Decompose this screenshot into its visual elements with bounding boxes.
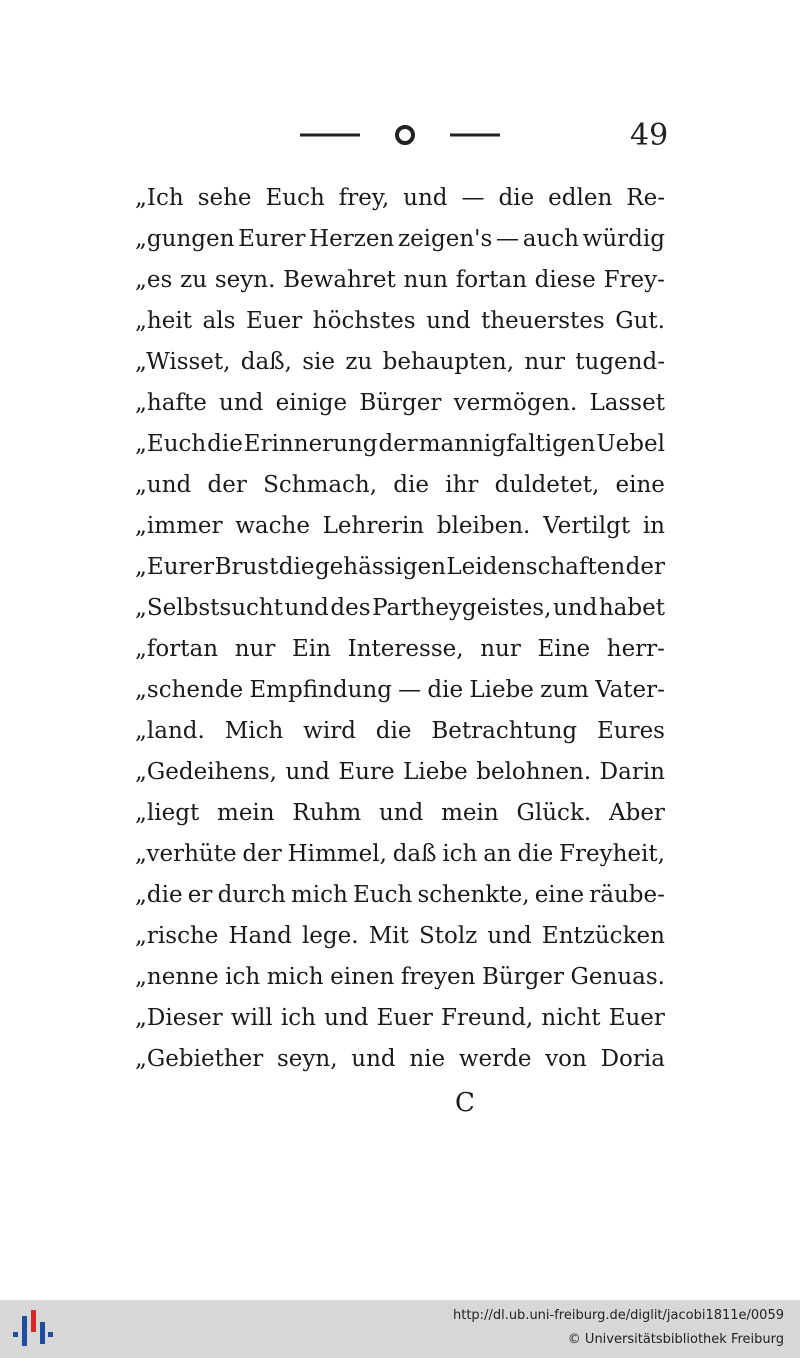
word: Lehrerin — [322, 513, 425, 539]
word: Eures — [596, 718, 665, 744]
word: Vertilgt — [543, 513, 631, 539]
word: wird — [303, 718, 356, 744]
word: Gut. — [615, 308, 665, 334]
word: Mich — [224, 718, 284, 744]
text-line — [135, 916, 665, 957]
word: zum — [540, 677, 589, 703]
word: Ein — [292, 636, 331, 662]
word: und — [426, 308, 471, 334]
word: ich — [280, 1005, 316, 1031]
word: Erinnerung — [243, 431, 378, 457]
word: Genuas. — [570, 964, 665, 990]
word: behaupten, — [382, 349, 514, 375]
word: zu — [180, 267, 208, 293]
word: und — [403, 185, 448, 211]
text-line — [135, 547, 665, 588]
word: nie — [409, 1046, 446, 1072]
text-line — [135, 670, 665, 711]
word: Glück. — [516, 800, 592, 826]
word: mein — [217, 800, 275, 826]
word: und — [378, 800, 424, 826]
word: eine — [534, 882, 585, 908]
word: nur — [234, 636, 276, 662]
word: schenkte, — [417, 882, 530, 908]
word: der — [625, 554, 665, 580]
word: Interesse, — [347, 636, 464, 662]
word: ihr — [445, 472, 479, 498]
text-line — [135, 342, 665, 383]
word: Aber — [608, 800, 665, 826]
word: Darin — [599, 759, 665, 785]
word: höchstes — [312, 308, 416, 334]
word: Frey- — [603, 267, 665, 293]
footer-bar — [0, 1300, 800, 1358]
text-line — [135, 424, 665, 465]
word: nur — [524, 349, 565, 375]
word: Stolz — [418, 923, 478, 949]
word: würdig — [582, 226, 665, 252]
word: Re- — [626, 185, 665, 211]
word: Ruhm — [292, 800, 362, 826]
word: nicht — [541, 1005, 601, 1031]
word: Brust — [214, 554, 279, 580]
word: Liebe — [403, 759, 468, 785]
word: Bürger — [481, 964, 564, 990]
ornament-divider — [300, 120, 510, 150]
word: Hand — [228, 923, 292, 949]
word: „Dieser — [135, 1005, 223, 1031]
word: „gungen — [135, 226, 235, 252]
word: Eurer — [238, 226, 306, 252]
text-line — [135, 383, 665, 424]
word: auch — [522, 226, 579, 252]
word: der — [378, 431, 418, 457]
word: Uebel — [596, 431, 665, 457]
word: Herzen — [309, 226, 395, 252]
word: Mit — [368, 923, 409, 949]
word: des — [330, 595, 371, 621]
word: die — [375, 718, 412, 744]
word: Freund, — [441, 1005, 534, 1031]
word: räube- — [589, 882, 665, 908]
ub-freiburg-logo-icon[interactable] — [10, 1308, 54, 1350]
word: zeigen's — [397, 226, 493, 252]
word: sehe — [197, 185, 252, 211]
word: „Selbstsucht — [135, 595, 283, 621]
word: fortan — [455, 267, 527, 293]
word: Betrachtung — [431, 718, 578, 744]
word: Euer — [608, 1005, 665, 1031]
text-line — [135, 301, 665, 342]
word: „hafte — [135, 390, 207, 416]
word: will — [230, 1005, 273, 1031]
word: „die — [135, 882, 183, 908]
word: ich — [225, 964, 261, 990]
word: die — [393, 472, 429, 498]
word: und — [552, 595, 598, 621]
word: „Gedeihens, — [135, 759, 277, 785]
word: daß, — [240, 349, 292, 375]
word: „heit — [135, 308, 192, 334]
text-line — [135, 178, 665, 219]
word: — — [461, 185, 485, 211]
text-line — [135, 793, 665, 834]
word: habet — [598, 595, 665, 621]
word: Schmach, — [263, 472, 378, 498]
word: und — [284, 595, 329, 621]
word: „Gebiether — [135, 1046, 264, 1072]
word: die — [427, 677, 464, 703]
word: ich — [442, 841, 478, 867]
word: der — [242, 841, 282, 867]
word: die — [517, 841, 554, 867]
word: der — [207, 472, 247, 498]
word: Euch — [353, 882, 413, 908]
word: Vater- — [595, 677, 665, 703]
word: Liebe — [469, 677, 534, 703]
word: Empfindung — [249, 677, 392, 703]
word: Doria — [600, 1046, 665, 1072]
word: mich — [266, 964, 324, 990]
word: edlen — [548, 185, 613, 211]
word: „Ich — [135, 185, 184, 211]
word: und — [324, 1005, 369, 1031]
word: und — [351, 1046, 396, 1072]
word: sie — [302, 349, 336, 375]
word: zu — [345, 349, 373, 375]
word: mich — [290, 882, 348, 908]
word: seyn. — [214, 267, 276, 293]
text-line — [135, 260, 665, 301]
text-line — [135, 957, 665, 998]
text-line — [135, 629, 665, 670]
word: Partheygeistes, — [372, 595, 552, 621]
word: „fortan — [135, 636, 219, 662]
body-text — [135, 178, 665, 1080]
word: vermögen. — [453, 390, 578, 416]
word: Euch — [265, 185, 325, 211]
word: und — [487, 923, 532, 949]
word: daß — [392, 841, 437, 867]
word: Lasset — [589, 390, 665, 416]
word: mein — [441, 800, 499, 826]
word: seyn, — [276, 1046, 338, 1072]
word: belohnen. — [476, 759, 592, 785]
word: herr- — [606, 636, 665, 662]
text-line — [135, 1039, 665, 1080]
word: — — [496, 226, 520, 252]
word: Euer — [245, 308, 303, 334]
word: er — [187, 882, 213, 908]
word: und — [285, 759, 330, 785]
word: — — [398, 677, 422, 703]
word: mannigfaltigen — [418, 431, 596, 457]
text-line — [135, 834, 665, 875]
copyright-text: © Universitätsbibliothek Freiburg — [567, 1332, 784, 1347]
text-line — [135, 219, 665, 260]
word: einige — [275, 390, 348, 416]
text-line — [135, 752, 665, 793]
word: bleiben. — [436, 513, 531, 539]
text-line — [135, 465, 665, 506]
text-line — [135, 998, 665, 1039]
word: durch — [217, 882, 286, 908]
word: theuerstes — [481, 308, 605, 334]
word: die — [278, 554, 315, 580]
word: nun — [403, 267, 448, 293]
word: Entzücken — [541, 923, 665, 949]
word: „verhüte — [135, 841, 237, 867]
text-line — [135, 506, 665, 547]
word: die — [207, 431, 243, 457]
word: Bürger — [359, 390, 442, 416]
word: „Euch — [135, 431, 207, 457]
text-line — [135, 875, 665, 916]
word: gehässigen — [314, 554, 446, 580]
signature-mark: C — [455, 1088, 475, 1118]
word: Freyheit, — [559, 841, 665, 867]
word: „liegt — [135, 800, 200, 826]
page-number: 49 — [630, 118, 669, 153]
word: Eure — [338, 759, 395, 785]
word: Himmel, — [287, 841, 387, 867]
word: tugend- — [575, 349, 665, 375]
word: Eine — [537, 636, 591, 662]
word: „immer — [135, 513, 223, 539]
word: Euer — [376, 1005, 433, 1031]
text-line — [135, 588, 665, 629]
word: einen — [330, 964, 395, 990]
word: eine — [615, 472, 665, 498]
word: und — [219, 390, 264, 416]
word: „nenne — [135, 964, 219, 990]
word: „Eurer — [135, 554, 215, 580]
word: nur — [480, 636, 521, 662]
word: „und — [135, 472, 192, 498]
word: „Wisset, — [135, 349, 231, 375]
word: als — [202, 308, 236, 334]
word: von — [545, 1046, 587, 1072]
word: „rische — [135, 923, 219, 949]
text-line — [135, 711, 665, 752]
word: freyen — [400, 964, 476, 990]
word: „schende — [135, 677, 244, 703]
word: die — [498, 185, 535, 211]
word: in — [642, 513, 665, 539]
word: duldetet, — [494, 472, 600, 498]
word: Leidenschaften — [446, 554, 626, 580]
word: „land. — [135, 718, 205, 744]
source-url-link[interactable]: http://dl.ub.uni-freiburg.de/diglit/jacobi1811e/0059 — [453, 1308, 784, 1323]
word: wache — [235, 513, 310, 539]
word: „es — [135, 267, 173, 293]
word: frey, — [338, 185, 390, 211]
word: an — [483, 841, 512, 867]
word: Bewahret — [283, 267, 396, 293]
word: werde — [458, 1046, 532, 1072]
word: lege. — [301, 923, 359, 949]
word: diese — [534, 267, 596, 293]
